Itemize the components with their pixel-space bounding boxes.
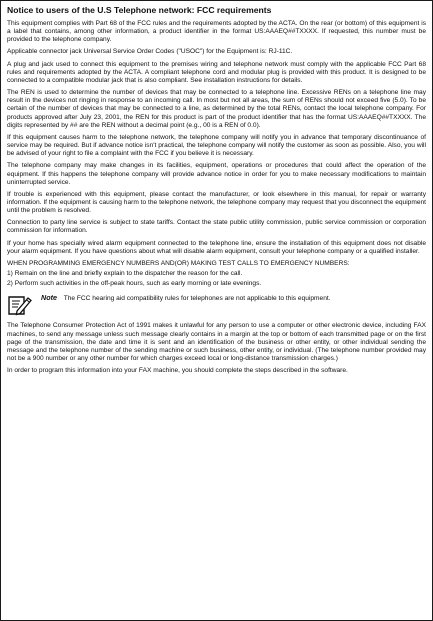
- paragraph-party-line: Connection to party line service is subject to state tariffs. Contact the state public utility commission, public service commission or corporation commission for information.: [7, 219, 426, 235]
- paragraph-compliance: This equipment complies with Part 68 of the FCC rules and the requirements adopted by the ACTA. On the rear (or bottom) of this equipment is a label that contains, among other information, a product identifier in the format US:AAAEQ##TXXXX. If requested, this number must be provided to the telephone company.: [7, 20, 426, 44]
- paragraph-emergency-heading: WHEN PROGRAMMING EMERGENCY NUMBERS AND(OR) MAKING TEST CALLS TO EMERGENCY NUMBERS:: [7, 259, 350, 267]
- note-block: [7, 294, 426, 316]
- paragraph-tcpa: The Telephone Consumer Protection Act of 1991 makes it unlawful for any person to use a computer or other electronic device, including FAX machines, to send any message unless such message clearly contains in a margin at the top or bottom of each transmitted page or on the first page of the transmission, the date and time it is sent and an identification of the business or other entity, or other individual sending the message and the telephone number of the sending machine or such business, other entity, or individual. (The telephone number provided may not be a 900 number or any other number for which charges exceed local or long-distance transmission charges.): [7, 322, 426, 362]
- paragraph-alarm: If your home has specially wired alarm equipment connected to the telephone line, ensure the installation of this equipment does not disable your alarm equipment. If you have questions about what will disable alarm equipment, consult your telephone company or a qualified installer.: [7, 239, 426, 255]
- note-text: The FCC hearing aid compatibility rules for telephones are not applicable to this equipment.: [63, 295, 331, 303]
- paragraph-program-fax: In order to program this information into your FAX machine, you should complete the steps described in the software.: [7, 367, 348, 375]
- paragraph-changes: The telephone company may make changes in its facilities, equipment, operations or procedures that could affect the operation of the equipment. If this happens the telephone company will provide advance notice in order for you to make necessary modifications to maintain uninterrupted service.: [7, 162, 426, 186]
- paragraph-harm: If this equipment causes harm to the telephone network, the telephone company will notify you in advance that temporary discontinuance of service may be required. But if advance notice isn't practical, the telephone company will notify the customer as soon as possible. Also, you will be advised of your right to file a complaint with the FCC if you believe it is necessary.: [7, 133, 426, 158]
- paragraph-usoc: Applicable connector jack Universal Service Order Codes ("USOC") for the Equipment is: RJ-11C.: [7, 48, 293, 56]
- paragraph-trouble: If trouble is experienced with this equipment, please contact the manufacturer, or look elsewhere in this manual, for repair or warranty information. If the equipment is causing harm to the telephone network, the telephone company may request that you disconnect the equipment until the problem is resolved.: [7, 190, 426, 215]
- list-item-emergency-1: 1) Remain on the line and briefly explain to the dispatcher the reason for the call.: [7, 270, 243, 278]
- paragraph-ren: The REN is used to determine the number of devices that may be connected to a telephone line. Excessive RENs on a telephone line may result in the devices not ringing in response to an incoming call. In most but not all areas, the sum of RENs should not exceed five (5.0). To be certain of the number of devices that may be connected to a line, as determined by the total RENs, contact the local telephone company. For products approved after July 23, 2001, the REN for this product is part of the product identifier that has the format US:AAAEQ##TXXXX. The digits represented by ## are the REN without a decimal point (e.g., 00 is a REN of 0.0).: [7, 89, 426, 129]
- paragraph-plug-jack: A plug and jack used to connect this equipment to the premises wiring and telephone network must comply with the applicable FCC Part 68 rules and requirements adopted by the ACTA. A compliant telephone cord and modular plug is provided with this product. It is designed to be connected to a compatible modular jack that is also compliant. See installation instructions for details.: [7, 60, 426, 84]
- note-text-container: [41, 294, 426, 303]
- page-title: Notice to users of the U.S Telephone network: FCC requirements: [7, 5, 272, 15]
- note-label: Note: [41, 293, 57, 303]
- list-item-emergency-2: 2) Perform such activities in the off-peak hours, such as early morning or late evenings.: [7, 280, 262, 288]
- note-pencil-icon: [7, 294, 33, 316]
